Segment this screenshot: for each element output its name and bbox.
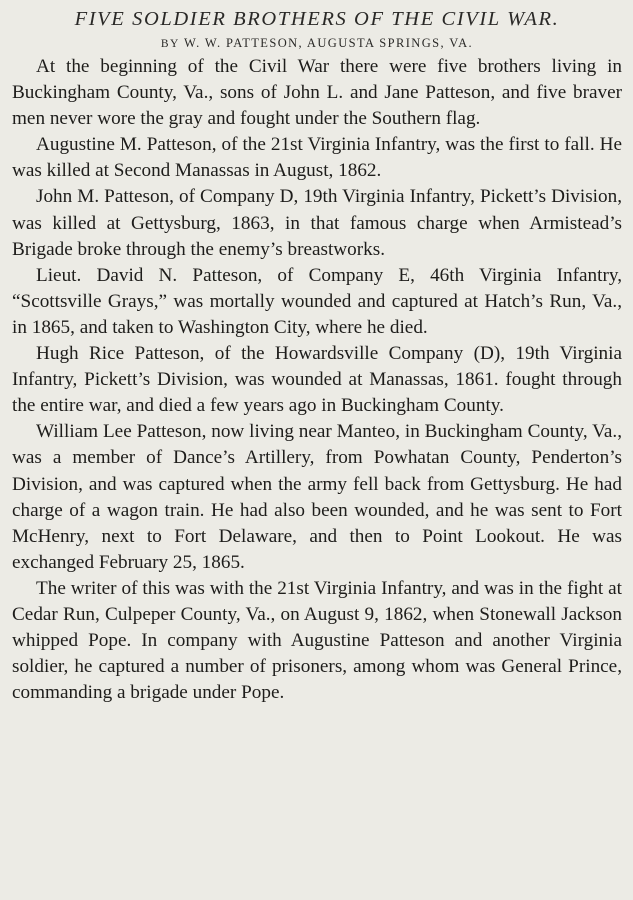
- byline-author: W. W. PATTESON, AUGUSTA SPRINGS, VA.: [184, 36, 474, 50]
- paragraph-3: John M. Patteson, of Company D, 19th Virginia Infantry, Pickett’s Division, was killed at Gettysburg, 1863, in that famous charge when Armistead’s Brigade broke through the enemy’s breastworks.: [12, 186, 622, 260]
- paragraph-4: Lieut. David N. Patteson, of Company E, 46th Virginia Infantry, “Scottsville Grays,” was mortally wounded and captured at Hatch’s Run, Va., in 1865, and taken to Washington City, where he died.: [12, 264, 622, 338]
- byline-prefix: BY: [160, 38, 180, 50]
- article-byline: [12, 33, 622, 54]
- paragraph-6: William Lee Patteson, now living near Manteo, in Buckingham County, Va., was a member of Dance’s Artillery, from Powhatan County, Penderton’s Division, and was captured when the army fell back from Gettysburg. He had charge of a wagon train. He had also been wounded, and he was sent to Fort McHenry, next to Fort Delaware, and then to Point Lookout. He was exchanged February 25, 1865.: [12, 421, 622, 573]
- article-body: [12, 54, 622, 706]
- paragraph-5: Hugh Rice Patteson, of the Howardsville Company (D), 19th Virginia Infantry, Pickett’s Division, was wounded at Manassas, 1861. fought through the entire war, and died a few years ago in Buckingham County.: [12, 343, 622, 417]
- paragraph-7: The writer of this was with the 21st Virginia Infantry, and was in the fight at Cedar Run, Culpeper County, Va., on August 9, 1862, when Stonewall Jackson whipped Pope. In company with Augustine Patteson and another Virginia soldier, he captured a number of prisoners, among whom was General Prince, commanding a brigade under Pope.: [12, 577, 622, 704]
- paragraph-2: Augustine M. Patteson, of the 21st Virginia Infantry, was the first to fall. He was killed at Second Manassas in August, 1862.: [12, 134, 622, 182]
- article-title: FIVE SOLDIER BROTHERS OF THE CIVIL WAR.: [74, 8, 560, 30]
- paragraph-1: At the beginning of the Civil War there were five brothers living in Buckingham County, Va., sons of John L. and Jane Patteson, and five braver men never wore the gray and fought under the Southern flag.: [12, 56, 622, 130]
